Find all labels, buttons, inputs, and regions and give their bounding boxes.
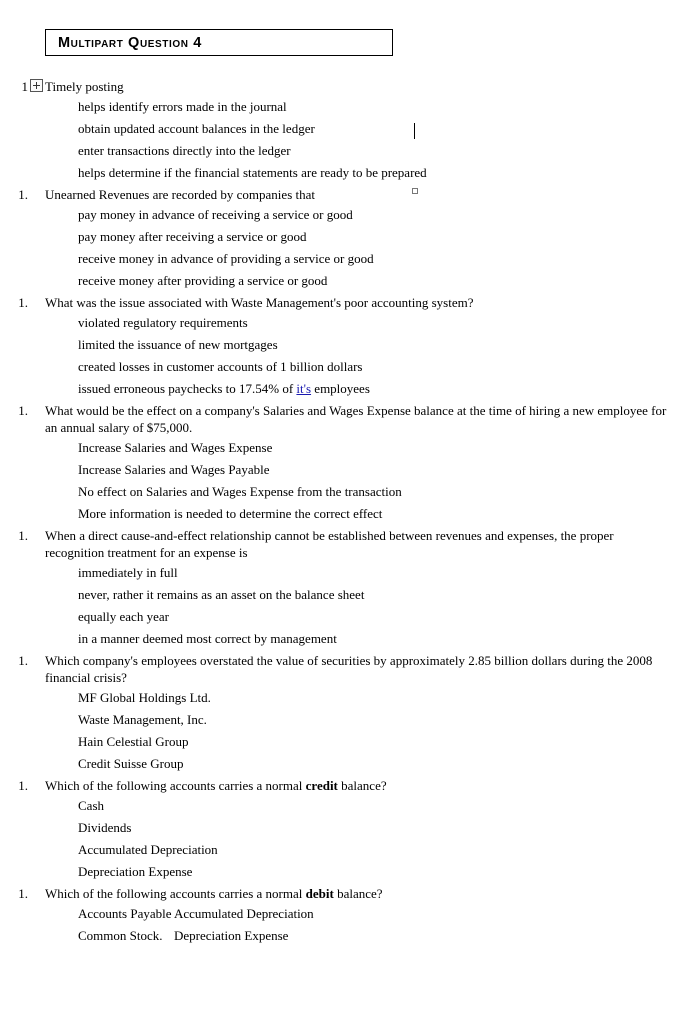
answer-option-row[interactable] [0,927,700,944]
answer-option[interactable]: equally each year [78,609,169,624]
question-marker-spacer [28,527,45,528]
answer-option[interactable]: helps identify errors made in the journal [78,99,287,114]
question-text: Unearned Revenues are recorded by companies that [45,187,315,202]
question-block [0,294,700,397]
answer-option[interactable]: Accumulated Depreciation [78,842,218,857]
answer-option-with-link[interactable]: issued erroneous paychecks to 17.54% of it's employees [78,381,370,396]
question-text [45,777,700,794]
question-marker-spacer [28,652,45,653]
answer-option[interactable]: Increase Salaries and Wages Payable [78,462,270,477]
question-bold-word: credit [305,778,338,793]
answer-option[interactable]: never, rather it remains as an asset on the balance sheet [78,587,365,602]
answer-list [0,689,700,772]
question-number: 1. [18,886,28,901]
question-text: Which of the following accounts carries a normal debit balance? [45,886,383,901]
question-number: 1 [21,79,28,94]
answer-option[interactable]: Accounts Payable [78,906,172,921]
answer-option[interactable]: No effect on Salaries and Wages Expense from the transaction [78,484,402,499]
question-row [0,294,700,311]
question-block [0,527,700,647]
question-row [0,402,700,436]
answer-option[interactable]: Credit Suisse Group [78,756,184,771]
answer-option[interactable]: Depreciation Expense [78,864,193,879]
answer-list [0,564,700,647]
question-row [0,652,700,686]
question-row [0,777,700,794]
question-number: 1. [18,187,28,202]
answer-option[interactable]: receive money in advance of providing a service or good [78,251,374,266]
answer-list [0,439,700,522]
answer-option[interactable]: pay money after receiving a service or good [78,229,307,244]
question-marker-spacer [28,294,45,295]
question-block [0,78,700,181]
answer-list [0,314,700,397]
spellcheck-underlined-word[interactable]: it's [296,381,312,396]
question-number: 1. [18,653,28,668]
answer-option[interactable]: Depreciation Expense [174,928,289,943]
question-text: What would be the effect on a company's Salaries and Wages Expense balance at the time of hiring a new employee for an annual salary of $75,000. [45,403,667,435]
answer-option[interactable]: immediately in full [78,565,178,580]
question-block [0,885,700,944]
answer-option[interactable]: Dividends [78,820,132,835]
answer-option[interactable]: helps determine if the financial statements are ready to be prepared [78,165,427,180]
question-text-part: balance? [337,778,387,793]
answer-option[interactable]: Common Stock. [78,928,163,943]
answer-option-row[interactable] [0,905,700,922]
question-marker-spacer [28,402,45,403]
answer-option[interactable]: MF Global Holdings Ltd. [78,690,211,705]
title-box [45,29,393,56]
answer-option[interactable]: obtain updated account balances in the ledger [78,121,315,136]
question-row [0,186,700,203]
answer-option[interactable]: violated regulatory requirements [78,315,248,330]
question-block [0,777,700,880]
question-block [0,652,700,772]
answer-option[interactable]: Cash [78,798,104,813]
question-block [0,402,700,522]
question-text: When a direct cause-and-effect relationship cannot be established between revenues and expenses, the proper recognition treatment for an expense is [45,528,614,560]
answer-option[interactable]: Waste Management, Inc. [78,712,207,727]
text-cursor [414,123,415,139]
answer-option[interactable]: More information is needed to determine the correct effect [78,506,383,521]
answer-list [0,905,700,944]
questions-container [0,78,700,949]
question-block [0,186,700,289]
question-row [0,527,700,561]
question-text-part: Which of the following accounts carries a normal [45,778,306,793]
question-marker-spacer [28,186,45,187]
answer-list [0,797,700,880]
answer-option[interactable]: receive money after providing a service or good [78,273,328,288]
answer-option[interactable]: Accumulated Depreciation [174,906,314,921]
question-text: What was the issue associated with Waste Management's poor accounting system? [45,295,474,310]
answer-option[interactable]: pay money in advance of receiving a service or good [78,207,353,222]
move-handle-icon[interactable] [28,78,45,92]
question-row [0,78,700,95]
answer-option[interactable]: Hain Celestial Group [78,734,189,749]
page-title: Multipart Question 4 [58,34,202,51]
question-number: 1. [18,778,28,793]
answer-option[interactable]: created losses in customer accounts of 1 billion dollars [78,359,363,374]
answer-option[interactable]: enter transactions directly into the ledger [78,143,291,158]
answer-list [0,98,700,181]
answer-option[interactable]: Increase Salaries and Wages Expense [78,440,273,455]
answer-list [0,206,700,289]
question-text: Which company's employees overstated the value of securities by approximately 2.85 billion dollars during the 2008 financial crisis? [45,653,653,685]
answer-option[interactable]: limited the issuance of new mortgages [78,337,278,352]
question-number: 1. [18,403,28,418]
question-text: Timely posting [45,79,124,94]
question-bold-word: debit [305,886,334,901]
question-marker-spacer [28,777,45,778]
question-number: 1. [18,528,28,543]
question-row [0,885,700,902]
answer-option[interactable]: in a manner deemed most correct by management [78,631,337,646]
question-number: 1. [18,295,28,310]
question-marker-spacer [28,885,45,886]
